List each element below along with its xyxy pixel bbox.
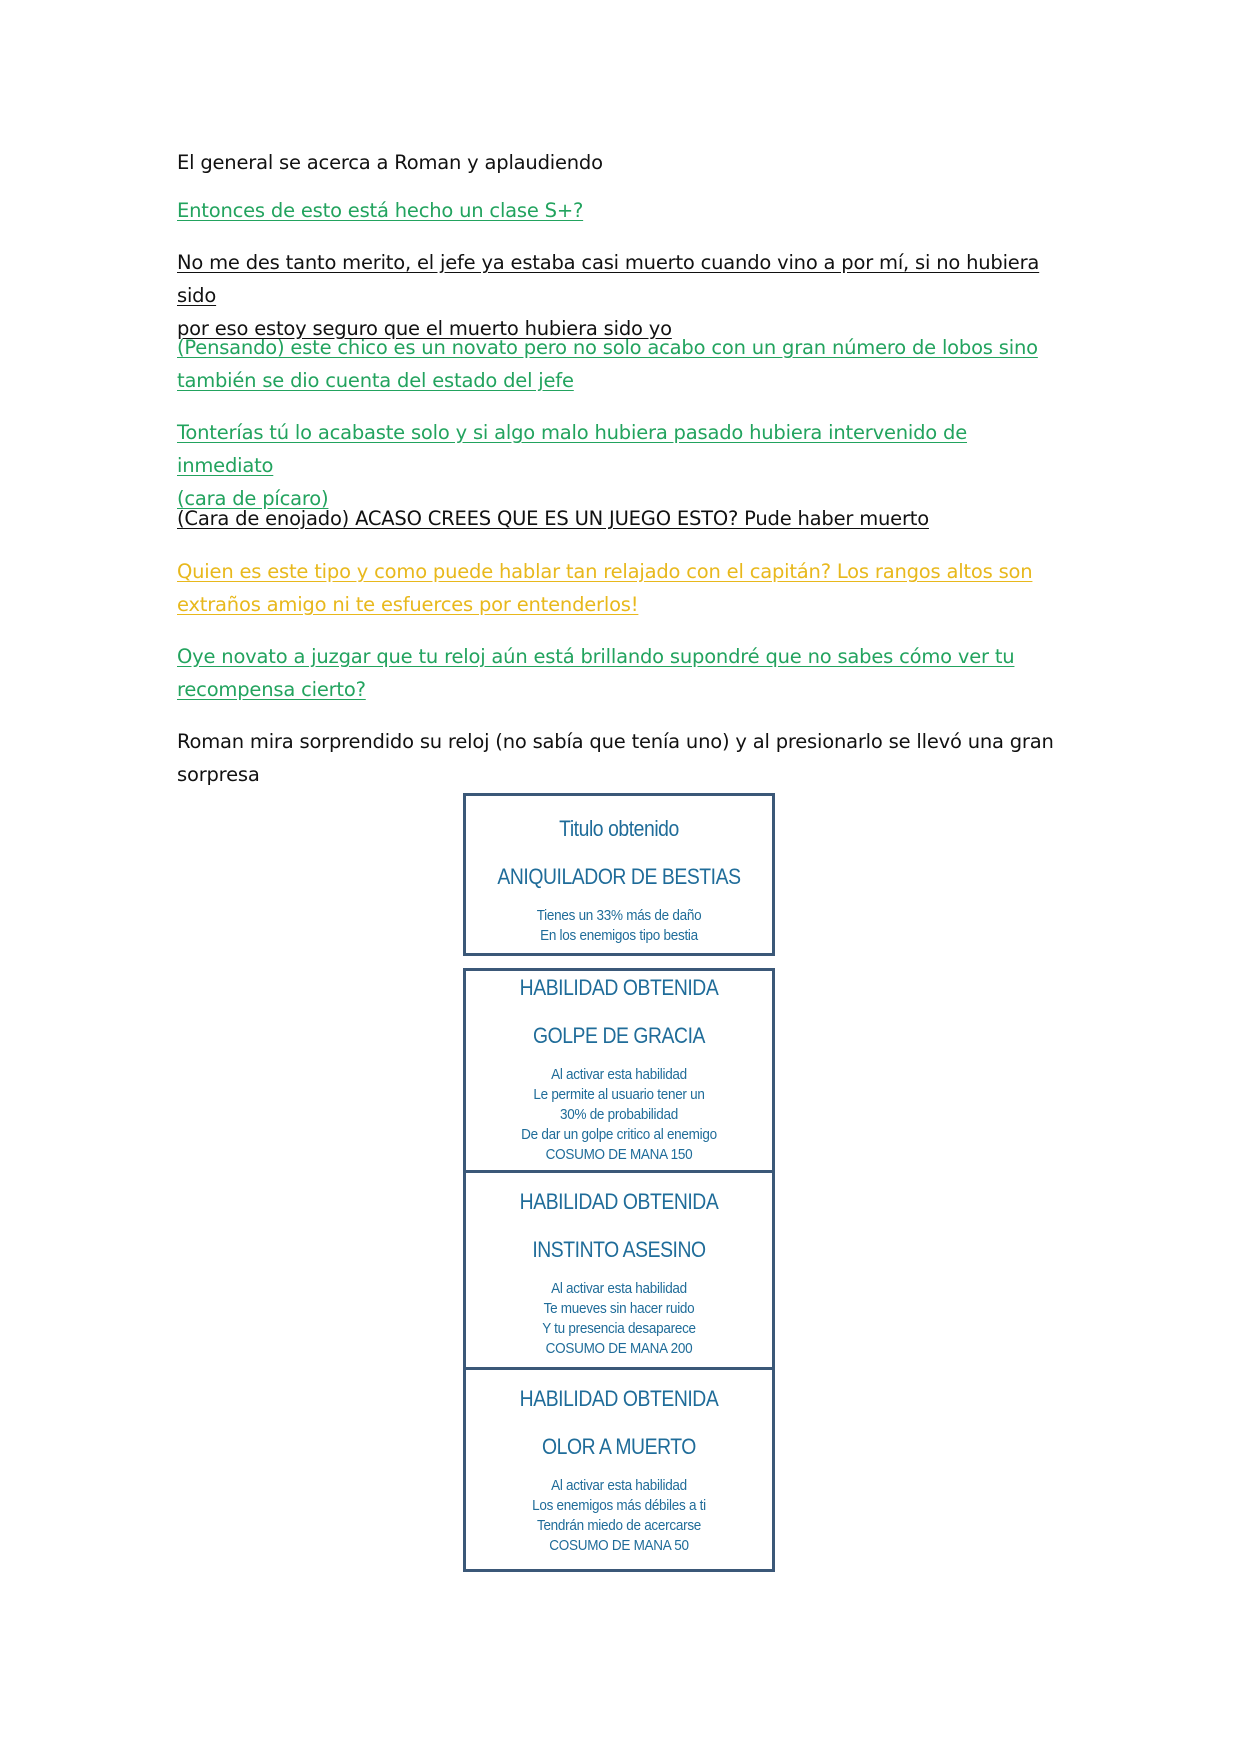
skill-box-golpe-de-gracia — [463, 968, 775, 1173]
box-desc-line: De dar un golpe critico al enemigo — [521, 1126, 717, 1143]
box-desc-line: Al activar esta habilidad — [551, 1477, 687, 1494]
dialogue-line-green: también se dio cuenta del estado del jefe — [177, 369, 574, 392]
skill-box-olor-a-muerto — [463, 1367, 775, 1572]
box-mana-cost: COSUMO DE MANA 200 — [545, 1340, 693, 1357]
box-mana-cost: COSUMO DE MANA 150 — [545, 1146, 693, 1163]
box-heading: HABILIDAD OBTENIDA — [519, 1386, 719, 1411]
narration-paragraph-9 — [177, 725, 1067, 791]
dialogue-line-yellow: Quien es este tipo y como puede hablar tan relajado con el capitán? Los rangos altos son — [177, 560, 1033, 583]
dialogue-line-green: (cara de pícaro) — [177, 487, 329, 510]
narration-line: sorpresa — [177, 763, 260, 786]
skill-box-instinto-asesino — [463, 1170, 775, 1370]
dialogue-line-yellow: extraños amigo ni te esfuerces por entenderlos! — [177, 593, 639, 616]
dialogue-paragraph-7 — [177, 555, 1067, 621]
dialogue-line-black: por eso estoy seguro que el muerto hubiera sido yo — [177, 317, 672, 340]
box-desc-line: Tendrán miedo de acercarse — [536, 1517, 702, 1534]
box-heading: HABILIDAD OBTENIDA — [519, 975, 719, 1000]
box-title-name: ANIQUILADOR DE BESTIAS — [497, 864, 741, 889]
box-desc-line: 30% de probabilidad — [560, 1106, 678, 1123]
dialogue-line-green: Oye novato a juzgar que tu reloj aún está brillando supondré que no sabes cómo ver tu — [177, 645, 1015, 668]
box-skill-name: GOLPE DE GRACIA — [532, 1023, 705, 1048]
box-skill-name: OLOR A MUERTO — [542, 1434, 696, 1459]
dialogue-line-green: (Pensando) este chico es un novato pero no solo acabo con un gran número de lobos sino — [177, 336, 1038, 359]
dialogue-paragraph-2 — [177, 194, 1067, 227]
box-desc-line: Y tu presencia desaparece — [542, 1320, 696, 1337]
dialogue-line-black: (Cara de enojado) ACASO CREES QUE ES UN JUEGO ESTO? Pude haber muerto — [177, 507, 929, 530]
dialogue-paragraph-6 — [177, 502, 1067, 535]
dialogue-line-green: recompensa cierto? — [177, 678, 366, 701]
box-skill-name: INSTINTO ASESINO — [532, 1237, 706, 1262]
dialogue-line-green: Tonterías tú lo acabaste solo y si algo malo hubiera pasado hubiera intervenido de inmediato — [177, 421, 968, 477]
narration-paragraph-1 — [177, 146, 1067, 179]
box-mana-cost: COSUMO DE MANA 50 — [549, 1537, 689, 1554]
box-desc-line: Al activar esta habilidad — [551, 1066, 687, 1083]
dialogue-line-green: Entonces de esto está hecho un clase S+? — [177, 199, 584, 222]
box-desc-line: Le permite al usuario tener un — [533, 1086, 705, 1103]
dialogue-paragraph-8 — [177, 640, 1067, 706]
box-heading: Titulo obtenido — [559, 816, 679, 841]
narration-line: El general se acerca a Roman y aplaudiendo — [177, 151, 603, 174]
dialogue-line-black: No me des tanto merito, el jefe ya estaba casi muerto cuando vino a por mí, si no hubiera sido — [177, 251, 1040, 307]
dialogue-paragraph-4 — [177, 331, 1067, 397]
box-desc-line: Al activar esta habilidad — [551, 1280, 687, 1297]
title-obtained-box — [463, 793, 775, 956]
narration-line: Roman mira sorprendido su reloj (no sabía que tenía uno) y al presionarlo se llevó una gran — [177, 730, 1054, 753]
box-desc-line: Te mueves sin hacer ruido — [543, 1300, 695, 1317]
dialogue-paragraph-5 — [177, 416, 1067, 515]
box-desc-line: Tienes un 33% más de daño — [536, 907, 702, 924]
box-heading: HABILIDAD OBTENIDA — [519, 1189, 719, 1214]
box-desc-line: En los enemigos tipo bestia — [540, 927, 698, 944]
box-desc-line: Los enemigos más débiles a ti — [532, 1497, 706, 1514]
